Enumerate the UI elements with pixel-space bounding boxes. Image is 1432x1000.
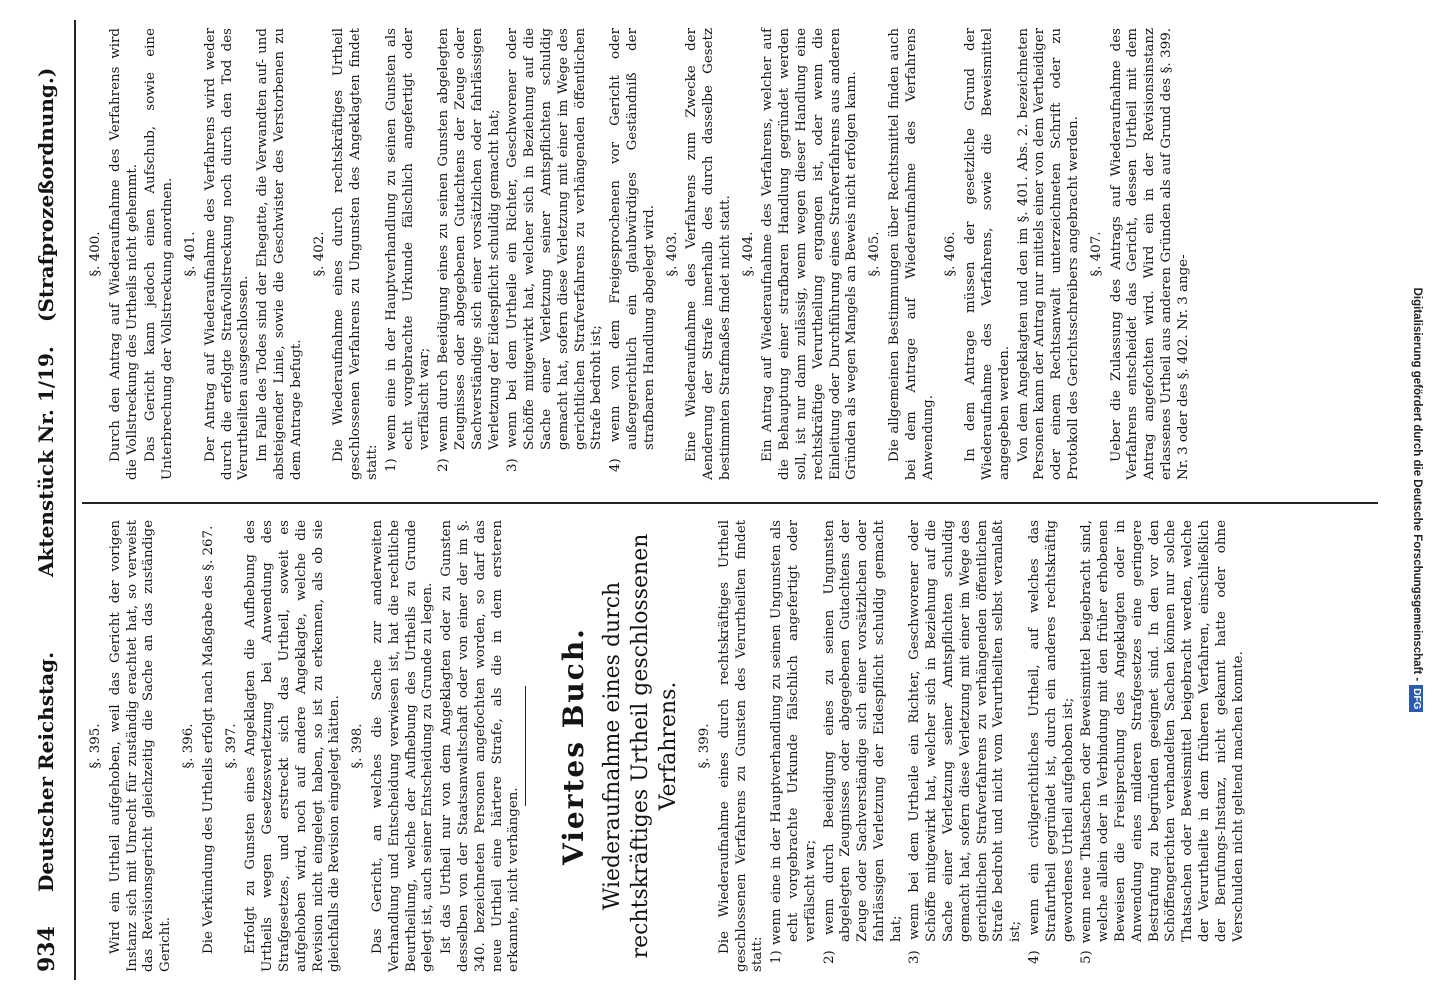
paragraph: Das Gericht kann jedoch einen Aufschub, sowie eine Unterbrechung der Vollstreckung anordnen. [143, 28, 176, 480]
book-rule [525, 686, 526, 806]
section-heading: §. 407. [1088, 231, 1104, 277]
book-heading: Viertes Buch. [557, 627, 591, 865]
paragraph: Die Wiederaufnahme eines durch rechtskräftiges Urtheil geschlossenen Verfahrens zu Ungunsten des Angeklagten findet statt: [331, 28, 380, 480]
numbered-clause: 4) wenn ein civilgerichtliches Urtheil, auf welches das Strafurtheil gegründet ist, durch ein anderes rechtskräftig gewordenes Urtheil aufgehoben ist; [1027, 520, 1076, 964]
header-rule [74, 20, 76, 980]
header-title: Deutscher Reichstag. [34, 651, 58, 892]
digitization-notice [1402, 0, 1432, 1000]
paragraph: Von dem Angeklagten und den im §. 401. Abs. 2. bezeichneten Personen kann der Antrag nur mittels einer von dem Vertheidiger oder einem Rechtsanwalt unterzeichneten Schrift oder zu Protokoll des Gerichtsschreibers angebracht werden. [1015, 28, 1082, 480]
paragraph: Im Falle des Todes sind der Ehegatte, die Verwandten auf- und absteigender Linie, sowie die Geschwister des Verstorbenen zu dem Antrage befugt. [255, 28, 304, 480]
numbered-clause: 3) wenn bei dem Urtheile ein Richter, Geschworener oder Schöffe mitgewirkt hat, welcher sich in Beziehung auf die Sache einer Verletzung seiner Amtspflichten schuldig gemacht hat, sofern diese Verletzung mit einer im Wege des gerichtlichen Strafverfahrens zu verhängenden öffentlichen Strafe bedroht ist; [505, 28, 605, 472]
numbered-clause: 1) wenn eine in der Hauptverhandlung zu seinen Ungunsten als echt vorgebrachte Urkunde fälschlich angefertigt oder verfälscht war; [769, 520, 818, 964]
section-heading: §. 401. [182, 231, 198, 277]
column-divider [82, 502, 1378, 504]
paragraph: Ist das Urtheil nur von dem Angeklagten oder zu Gunsten desselben von der Staatsanwaltschaft oder von einer der im §. 340. bezeichneten Personen angefochten worden, so darf das neue Urtheil eine härtere Strafe, als die in dem ersteren erkannte, nicht verhängen. [439, 520, 522, 972]
paragraph: Durch den Antrag auf Wiederaufnahme des Verfahrens wird die Vollstreckung des Urtheils nicht gehemmt. [107, 28, 140, 480]
section-heading: §. 397. [223, 723, 239, 769]
paragraph: Wird ein Urtheil aufgehoben, weil das Gericht der vorigen Instanz sich mit Unrecht für zuständig erachtet hat, so verweist das Revisionsgericht gleichzeitig die Sache an das zuständige Gericht. [107, 520, 174, 972]
paragraph: Die Verkündung des Urtheils erfolgt nach Maßgabe des §. 267. [200, 525, 216, 954]
numbered-clause: 3) wenn bei dem Urtheile ein Richter, Geschworener oder Schöffe mitgewirkt hat, welcher sich in Beziehung auf die Sache einer Verletzung seiner Amtspflichten schuldig gemacht hat, sofern diese Verletzung mit einer im Wege des gerichtlichen Strafverfahrens zu verhängenden öffentlichen Strafe bedroht und nicht vom Verurtheilten selbst veranlaßt ist; [907, 520, 1024, 964]
paragraph: Ueber die Zulassung des Antrags auf Wiederaufnahme des Verfahrens entscheidet das Gericht, dessen Urtheil mit dem Antrag angefochten wird. Wird ein in der Revisionsinstanz erlassenes Urtheil aus anderen Gründen als auf Grund des §. 399. Nr. 3 oder des §. 402. Nr. 3 ange- [1108, 28, 1191, 480]
section-heading: §. 399. [696, 723, 712, 769]
paragraph: Ein Antrag auf Wiederaufnahme des Verfahrens, welcher auf die Behauptung einer strafbaren Handlung gegründet werden soll, ist nur dann zulässig, wenn wegen dieser Handlung eine rechtskräftige Verurtheilung ergangen ist, oder wenn die Einleitung oder Durchführung eines Strafverfahrens aus anderen Gründen als wegen Mangels an Beweis nicht erfolgen kann. [760, 28, 860, 480]
section-heading: §. 403. [664, 231, 680, 277]
section-heading: §. 395. [88, 723, 103, 769]
section-heading: §. 406. [943, 231, 959, 277]
book-title: Wiederaufnahme eines durch rechtskräftiges Urtheil geschlossenen Verfahrens. [599, 533, 681, 959]
numbered-clause: 2) wenn durch Beeidigung eines zu seinen Gunsten abgelegten Zeugnisses oder abgegebenen Gutachtens der Zeuge oder Sachverständige sich einer vorsätzlichen oder fahrlässigen Verletzung der Eidespflicht schuldig gemacht hat; [436, 28, 502, 472]
section-heading: §. 396. [180, 723, 196, 769]
header-subject: (Strafprozeßordnung.) [34, 67, 58, 322]
paragraph: Erfolgt zu Gunsten eines Angeklagten die Aufhebung des Urtheils wegen Gesetzesverletzung bei Anwendung des Strafgesetzes, und erstreckt sich das Urtheil, soweit es aufgehoben wird, noch auf andere Angeklagte, welche die Revision nicht eingelegt haben, so ist zu erkennen, als ob sie gleichfalls die Revision eingelegt hätten. [243, 520, 343, 972]
numbered-clause: 5) wenn neue Thatsachen oder Beweismittel beigebracht sind, welche allein oder in Verbindung mit den früher erhobenen Beweisen die Freisprechung des Angeklagten oder in Anwendung eines milderen Strafgesetzes eine geringere Bestrafung zu begründen geeignet sind. In den vor den Schöffengerichten verhandelten Sachen können nur solche Thatsachen oder Beweismittel beigebracht werden, welche der Verurtheilte in dem früheren Verfahren, einschließlich der Berufungs-Instanz, nicht gekannt hatte oder ohne Verschulden nicht geltend machen konnte. [1079, 520, 1246, 964]
paragraph: Die Wiederaufnahme eines durch rechtskräftiges Urtheil geschlossenen Verfahrens zu Gunsten des Verurtheilten findet statt: [716, 520, 766, 972]
left-column [82, 520, 1249, 972]
numbered-clause: 4) wenn von dem Freigesprochenen vor Gericht oder außergerichtlich ein glaubwürdiges Geständniß der strafbaren Handlung abgelegt wird. [608, 28, 657, 472]
numbered-clause: 2) wenn durch Beeidigung eines zu seinen Ungunsten abgelegten Zeugnisses oder abgegebenen Gutachtens der Zeuge oder Sachverständige sich einer vorsätzlichen oder fahrlässigen Verletzung der Eidespflicht schuldig gemacht hat; [821, 520, 904, 964]
paragraph: Die allgemeinen Bestimmungen über Rechtsmittel finden auch bei dem Antrage auf Wiederaufnahme des Verfahrens Anwendung. [887, 28, 936, 480]
right-column [82, 28, 1195, 480]
paragraph: Der Antrag auf Wiederaufnahme des Verfahrens wird weder durch die erfolgte Strafvollstreckung noch durch den Tod des Verurtheilten ausgeschlossen. [202, 28, 252, 480]
paragraph: In dem Antrage müssen der gesetzliche Grund der Wiederaufnahme des Verfahrens, sowie die Beweismittel angegeben werden. [963, 28, 1012, 480]
header-document-number: Aktenstück Nr. 1/19. [34, 346, 58, 577]
paragraph: Eine Wiederaufnahme des Verfahrens zum Zwecke der Aenderung der Strafe innerhalb des durch dasselbe Gesetz bestimmten Strafmaßes findet nicht statt. [684, 28, 733, 480]
section-heading: §. 400. [88, 231, 103, 277]
page-number: 934 [34, 926, 60, 972]
section-heading: §. 405. [867, 231, 883, 277]
numbered-clause: 1) wenn eine in der Hauptverhandlung zu seinen Gunsten als echt vorgebrachte Urkunde fälschlich angefertigt oder verfälscht war; [383, 28, 433, 472]
section-heading: §. 402. [311, 231, 327, 277]
paragraph: Das Gericht, an welches die Sache zur anderweiten Verhandlung und Entscheidung verwiesen ist, hat die rechtliche Beurtheilung, welche der Aufhebung des Urtheils zu Grunde gelegt ist, auch seiner Entscheidung zu Grunde zu legen. [369, 520, 436, 972]
section-heading: §. 404. [740, 231, 756, 277]
digitization-notice-text: Digitalisierung gefördert durch die Deutsche Forschungsgemeinschaft - [1411, 287, 1423, 682]
section-heading: §. 398. [350, 723, 366, 769]
dfg-logo: DFG [1409, 685, 1423, 712]
page-header [28, 28, 70, 972]
